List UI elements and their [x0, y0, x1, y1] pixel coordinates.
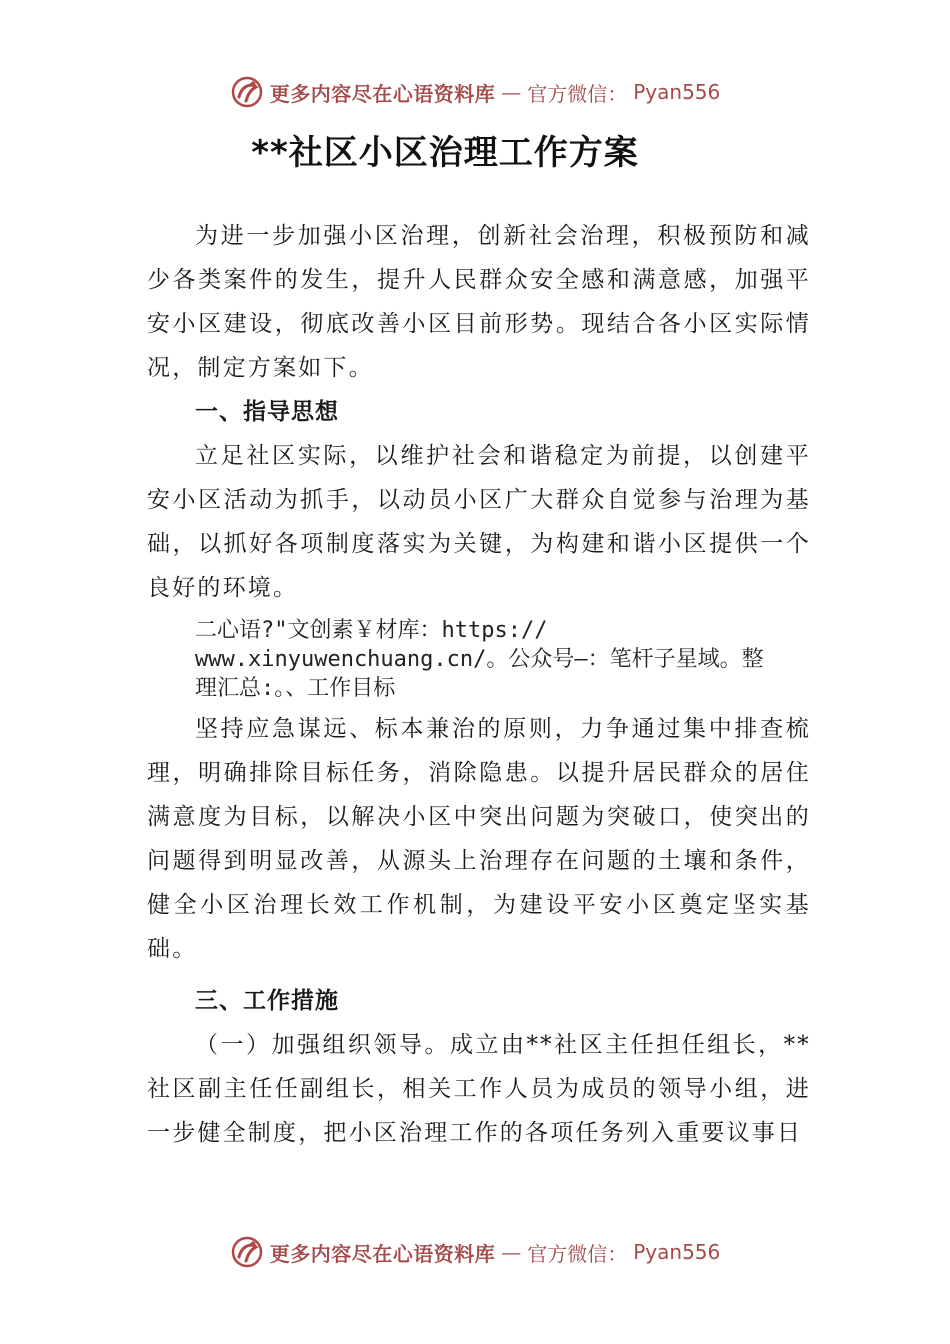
footer-watermark-banner [0, 1232, 950, 1272]
guiding-thought-paragraph: 立足社区实际，以维护社会和谐稳定为前提，以创建平安小区活动为抓手，以动员小区广大群众自觉参与治理为基础，以抓好各项制度落实为关键，为构建和谐小区提供一个良好的环境。 [147, 443, 811, 601]
intro-paragraph: 为进一步加强小区治理，创新社会治理，积极预防和减少各类案件的发生，提升人民群众安全感和满意感，加强平安小区建设，彻底改善小区目前形势。现结合各小区实际情况，制定方案如下。 [147, 223, 811, 381]
ad-line: 理汇总:。、工作目标 [195, 676, 396, 701]
ad-line: www.xinyuwenchuang.cn/。公众号—：笔杆子星域。整 [195, 647, 764, 672]
document-body [147, 214, 811, 1155]
measure-paragraph-organization: （一）加强组织领导。成立由**社区主任担任组长，**社区副主任任副组长，相关工作人员为成员的领导小组，进一步健全制度，把小区治理工作的各项任务列入重要议事日 [147, 1032, 811, 1146]
section-heading-work-measures: 三、工作措施 [195, 988, 339, 1014]
section-heading-guiding-thought: 一、指导思想 [195, 399, 339, 425]
work-goal-paragraph: 坚持应急谋远、标本兼治的原则，力争通过集中排查梳理，明确排除目标任务，消除隐患。以提升居民群众的居住满意度为目标，以解决小区中突出问题为突破口，使突出的问题得到明显改善，从源头上治理存在问题的土壤和条件，健全小区治理长效工作机制，为建设平安小区奠定坚实基础。 [147, 716, 811, 962]
header-watermark-banner [0, 72, 950, 112]
banner-wechat-id: Pyan556 [633, 80, 721, 104]
ad-line: 二心语?"文创素￥材库：https:// [195, 618, 548, 643]
banner-brand-text: 更多内容尽在心语资料库 [269, 81, 496, 106]
brand-logo-icon [230, 75, 264, 109]
brand-logo-icon [230, 1235, 264, 1269]
banner-wechat-label: 官方微信： [527, 1241, 628, 1266]
banner-wechat-id: Pyan556 [633, 1240, 721, 1264]
banner-brand-text: 更多内容尽在心语资料库 [269, 1241, 496, 1266]
banner-separator: — [501, 80, 522, 104]
banner-wechat-label: 官方微信： [527, 81, 628, 106]
banner-separator: — [501, 1240, 522, 1264]
document-title: **社区小区治理工作方案 [251, 133, 639, 173]
inserted-ad-text [147, 616, 811, 703]
